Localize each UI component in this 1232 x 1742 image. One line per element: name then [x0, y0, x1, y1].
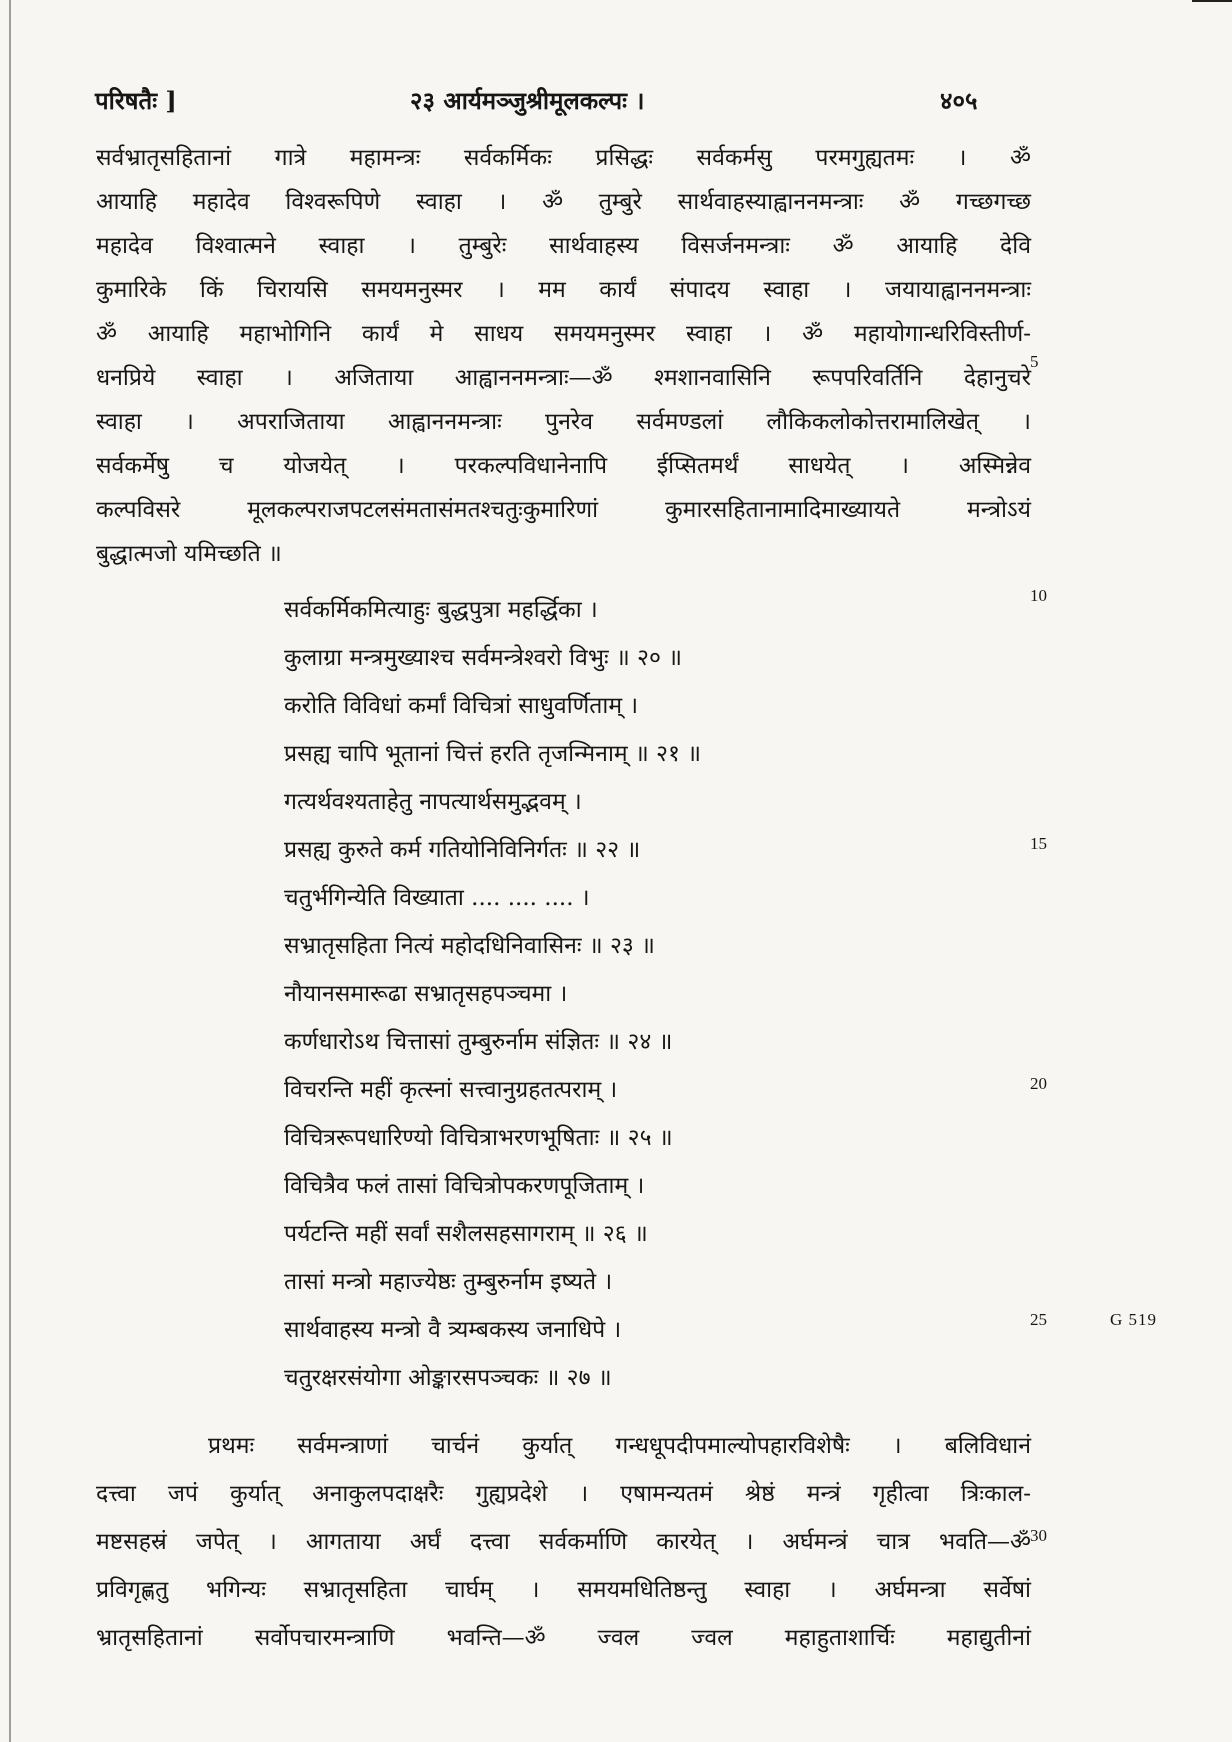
- line-number: 5: [1030, 352, 1039, 371]
- prose-line: प्रविगृह्णतु भगिन्यः सभ्रातृसहिता चार्घम् । समयमधितिष्ठन्तु स्वाहा । अर्घमन्त्रा सर्वेषां: [96, 1577, 1031, 1603]
- prose-line: दत्त्वा जपं कुर्यात् अनाकुलपदाक्षरैः गुह्यप्रदेशे । एषामन्यतमं श्रेष्ठं मन्त्रं गृहीत्वा त्रिःकाल-: [96, 1481, 1031, 1507]
- verse-line: चतुर्भगिन्येति विख्याता .... .... .... ।: [284, 885, 590, 911]
- verse-line: गत्यर्थवश्यताहेतु नापत्यार्थसमुद्भवम् ।: [284, 789, 582, 815]
- verse-line: विचरन्ति महीं कृत्स्नां सत्त्वानुग्रहतत्पराम् ।: [284, 1077, 618, 1103]
- prose-line: सर्वकर्मेषु च योजयेत् । परकल्पविधानेनापि ईप्सितमर्थं साधयेत् । अस्मिन्नेव: [96, 453, 1031, 479]
- verse-line: प्रसह्य कुरुते कर्म गतियोनिविनिर्गतः ॥ २२ ॥: [284, 837, 641, 863]
- prose-line: कल्पविसरे मूलकल्पराजपटलसंमतासंमतश्चतुःकुमारिणां कुमारसहितानामादिमाख्यायते मन्त्रोऽयं: [96, 497, 1031, 523]
- prose-line: प्रथमः सर्वमन्त्राणां चार्चनं कुर्यात् गन्धधूपदीपमाल्योपहारविशेषैः । बलिविधानं: [208, 1433, 1031, 1459]
- prose-line: बुद्धात्मजो यमिच्छति ॥: [96, 541, 282, 567]
- header-title: २३ आर्यमञ्जुश्रीमूलकल्पः ।: [410, 86, 645, 115]
- page-number: ४०५: [940, 86, 978, 115]
- verse-line: कर्णधारोऽथ चित्तासां तुम्बुरुर्नाम संज्ञितः ॥ २४ ॥: [284, 1029, 673, 1055]
- verse-line: प्रसह्य चापि भूतानां चित्तं हरति तृजन्मिनाम् ॥ २१ ॥: [284, 741, 702, 767]
- verse-line: पर्यटन्ति महीं सर्वां सशैलसहसागराम् ॥ २६ ॥: [284, 1221, 648, 1247]
- line-number: 30: [1030, 1526, 1047, 1545]
- verse-line: विचित्रैव फलं तासां विचित्रोपकरणपूजिताम् ।: [284, 1173, 645, 1199]
- prose-line: मष्टसहस्रं जपेत् । आगताया अर्घं दत्त्वा सर्वकर्माणि कारयेत् । अर्घमन्त्रं चात्र भवति—ॐ: [96, 1529, 1031, 1555]
- verse-line: नौयानसमारूढा सभ्रातृसहपञ्चमा ।: [284, 981, 568, 1007]
- prose-line: ॐ आयाहि महाभोगिनि कार्यं मे साधय समयमनुस्मर स्वाहा । ॐ महायोगान्धरिविस्तीर्ण-: [96, 321, 1031, 347]
- verse-line: सभ्रातृसहिता नित्यं महोदधिनिवासिनः ॥ २३ ॥: [284, 933, 655, 959]
- line-number: 25: [1030, 1310, 1047, 1329]
- verse-line: सर्वकर्मिकमित्याहुः बुद्धपुत्रा महर्द्धिका ।: [284, 597, 598, 623]
- prose-line: आयाहि महादेव विश्वरूपिणे स्वाहा । ॐ तुम्बुरे सार्थवाहस्याह्वाननमन्त्राः ॐ गच्छगच्छ: [96, 189, 1031, 215]
- gilgit-reference: G 519: [1110, 1310, 1158, 1329]
- verse-line: चतुरक्षरसंयोगा ओङ्कारसपञ्चकः ॥ २७ ॥: [284, 1365, 612, 1391]
- prose-line: धनप्रिये स्वाहा । अजिताया आह्वाननमन्त्राः—ॐ श्मशानवासिनि रूपपरिवर्तिनि देहानुचरे: [96, 365, 1031, 391]
- line-number: 15: [1030, 834, 1047, 853]
- verse-line: सार्थवाहस्य मन्त्रो वै त्र्यम्बकस्य जनाधिपे ।: [284, 1317, 622, 1343]
- header-section: परिषतैः ]: [95, 86, 177, 115]
- prose-line: भ्रातृसहितानां सर्वोपचारमन्त्राणि भवन्ति—ॐ ज्वल ज्वल महाहुताशार्चिः महाद्युतीनां: [96, 1625, 1031, 1651]
- page-header: [0, 84, 1232, 124]
- page-edge: [9, 0, 11, 1742]
- corner-mark: [1192, 0, 1232, 2]
- prose-line: स्वाहा । अपराजिताया आह्वाननमन्त्राः पुनरेव सर्वमण्डलां लौकिकलोकोत्तरामालिखेत् ।: [96, 409, 1031, 435]
- verse-line: तासां मन्त्रो महाज्येष्ठः तुम्बुरुर्नाम इष्यते ।: [284, 1269, 613, 1295]
- line-number: 10: [1030, 586, 1047, 605]
- prose-line: कुमारिके किं चिरायसि समयमनुस्मर । मम कार्यं संपादय स्वाहा । जयायाह्वाननमन्त्राः: [96, 277, 1031, 303]
- prose-line: सर्वभ्रातृसहितानां गात्रे महामन्त्रः सर्वकर्मिकः प्रसिद्धः सर्वकर्मसु परमगुह्यतमः । ॐ: [96, 145, 1031, 171]
- verse-line: कुलाग्रा मन्त्रमुख्याश्च सर्वमन्त्रेश्वरो विभुः ॥ २० ॥: [284, 645, 683, 671]
- verse-line: करोति विविधां कर्मां विचित्रां साधुवर्णिताम् ।: [284, 693, 639, 719]
- prose-line: महादेव विश्वात्मने स्वाहा । तुम्बुरेः सार्थवाहस्य विसर्जनमन्त्राः ॐ आयाहि देवि: [96, 233, 1031, 259]
- verse-line: विचित्ररूपधारिण्यो विचित्राभरणभूषिताः ॥ २५ ॥: [284, 1125, 673, 1151]
- line-number: 20: [1030, 1074, 1047, 1093]
